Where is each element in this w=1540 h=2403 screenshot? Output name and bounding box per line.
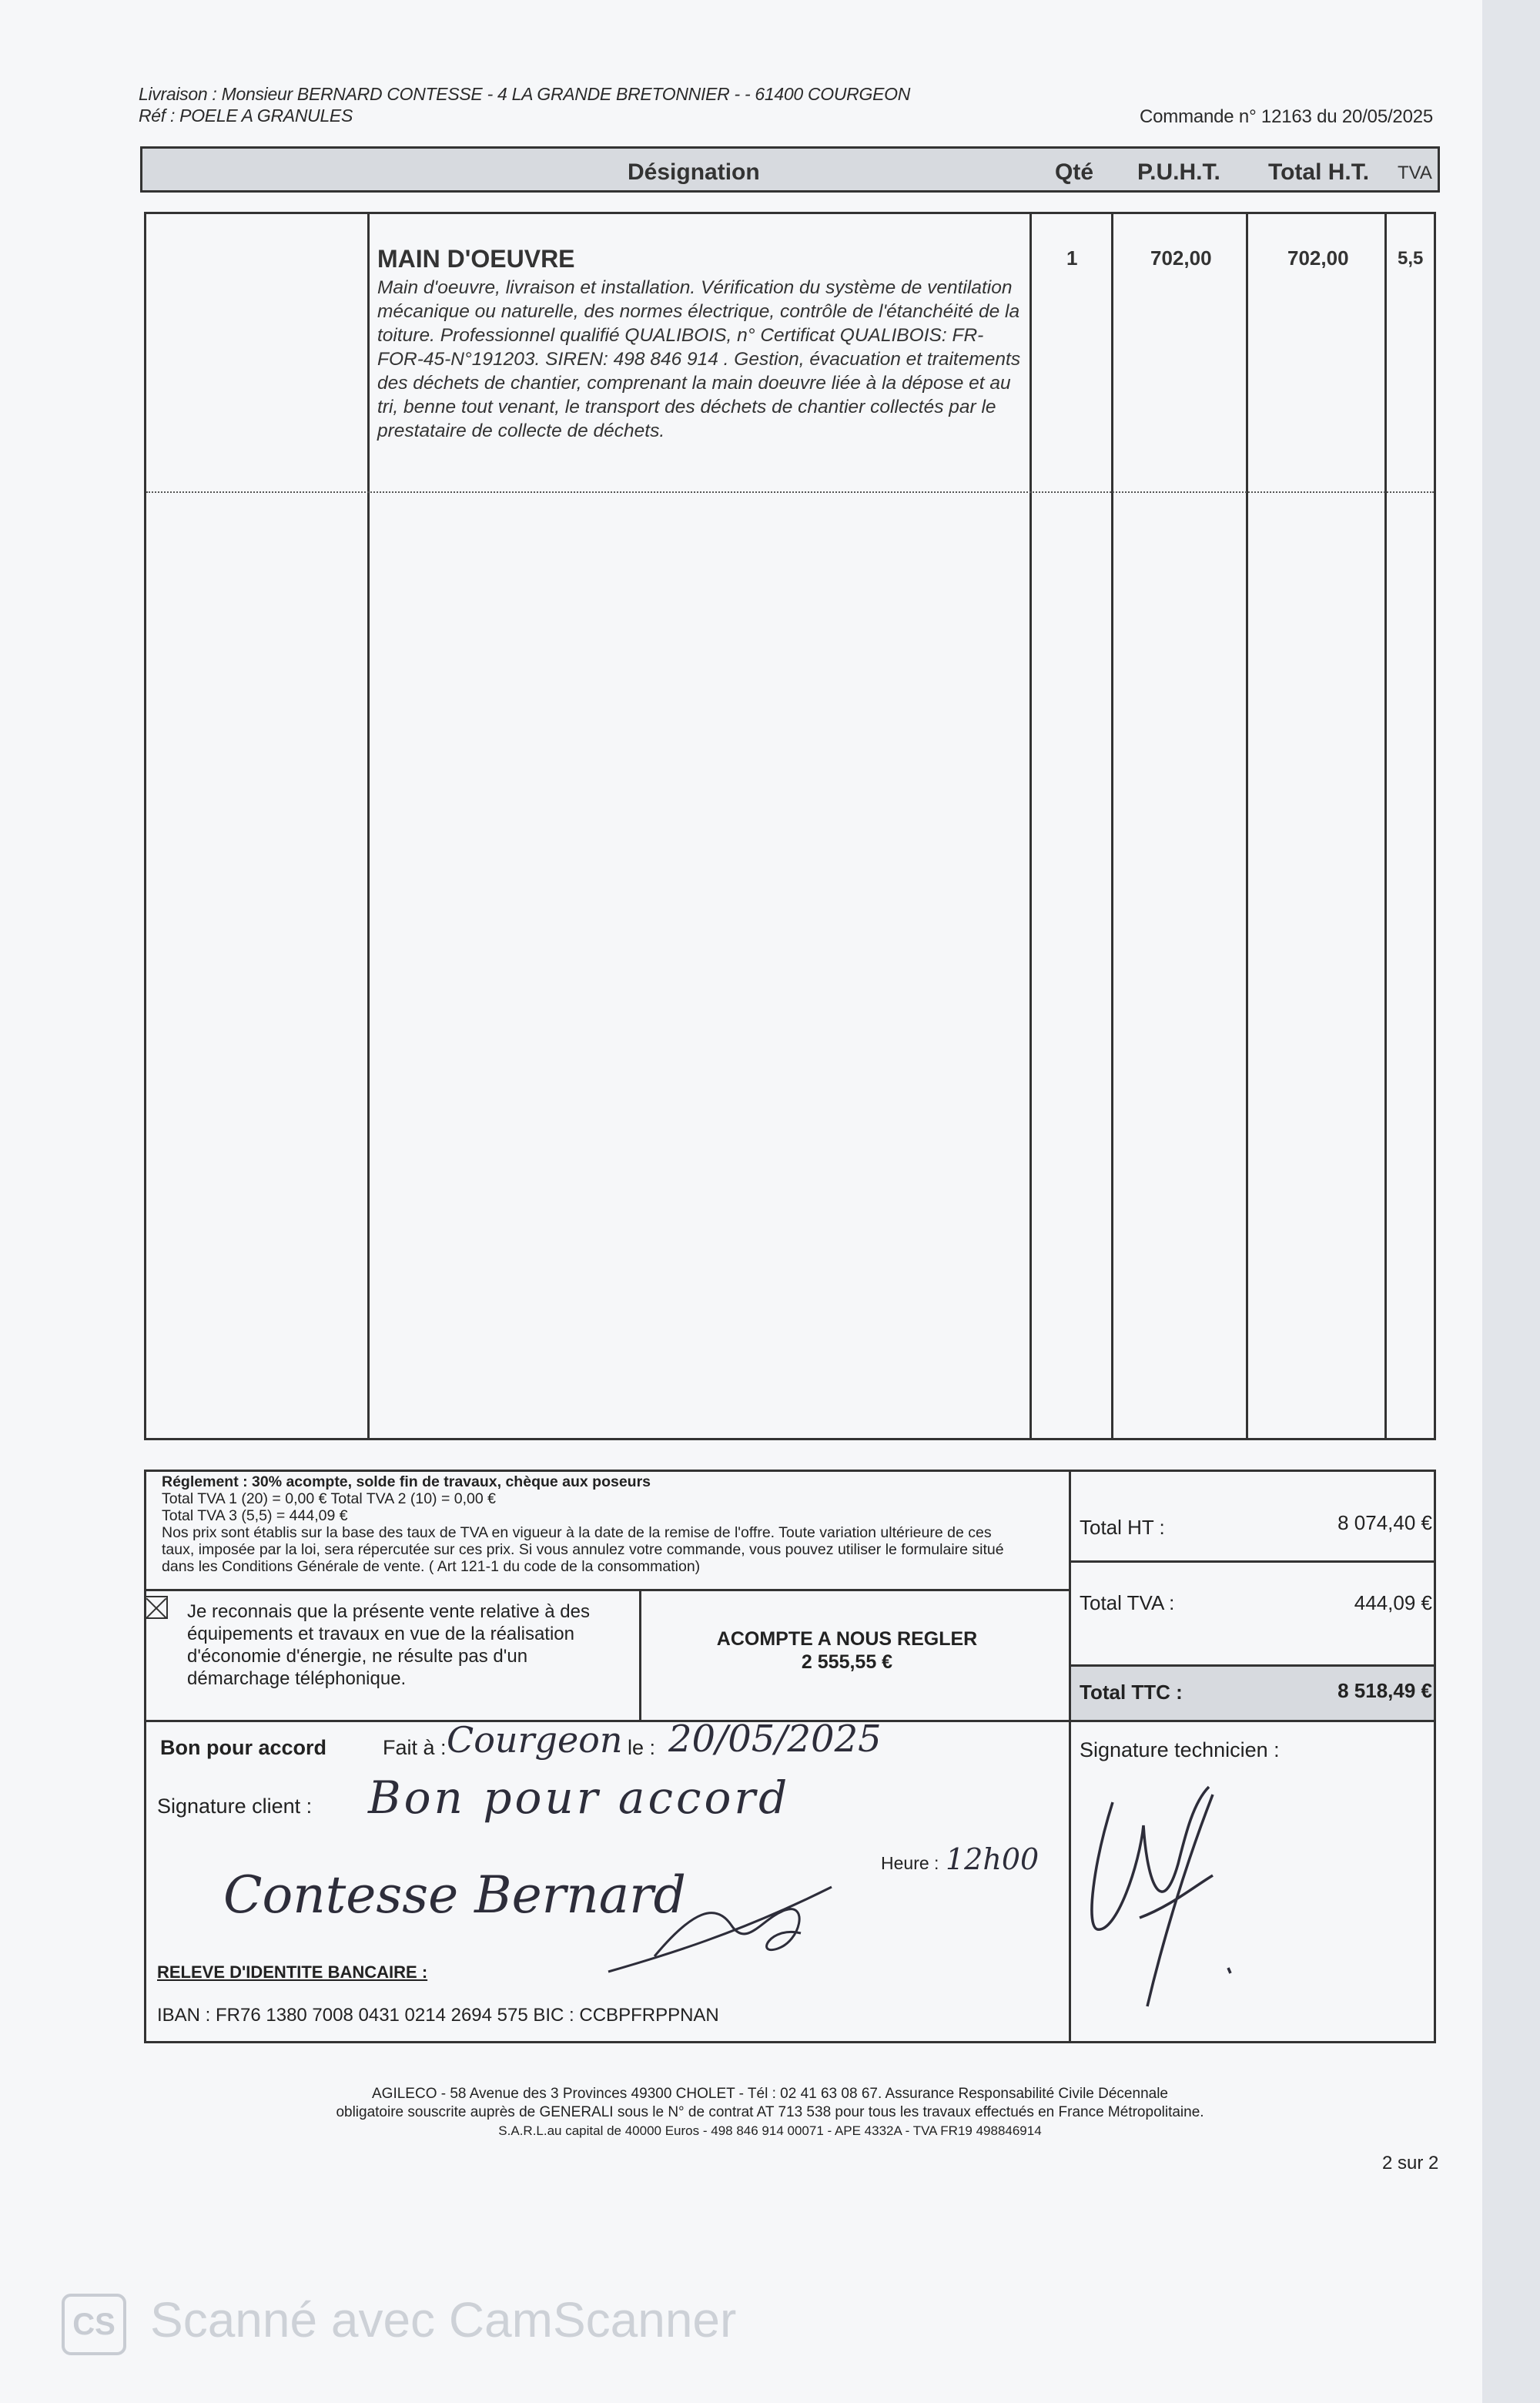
fait-a-label: Fait à : [383,1736,447,1759]
col-tva: TVA [1398,163,1432,183]
item-total-ht: 702,00 [1287,246,1349,270]
table-header [140,146,1440,193]
ref-line: Réf : POELE A GRANULES [139,106,353,126]
fait-a-handwritten: Courgeon [447,1719,623,1761]
tva-notice: Nos prix sont établis sur la base des taux de TVA en vigueur à la date de la remise de l'offre. Toute variation ultérieure de ces taux, imposée par la loi, sera répercutée sur ces prix. Si vous annulez votre commande, vous pouvez utiliser le formulaire situé dans les Conditions Générale de vente. ( Art 121-1 du code de la consommation) [162,1524,1004,1575]
item-qty: 1 [1066,246,1078,270]
bon-pour-accord: Bon pour accord [160,1736,327,1759]
delivery-line: Livraison : Monsieur BERNARD CONTESSE - 4 LA GRANDE BRETONNIER - - 61400 COURGEON [139,84,911,104]
tva-breakdown-1: Total TVA 1 (20) = 0,00 € Total TVA 2 (10) = 0,00 € [162,1490,496,1507]
item-unit-price: 702,00 [1150,246,1212,270]
declaration-checkbox[interactable] [145,1596,168,1619]
col-unit-price: P.U.H.T. [1137,159,1220,185]
iban-line: IBAN : FR76 1380 7008 0431 0214 2694 575 BIC : CCBPFRPPNAN [157,2005,719,2026]
delivery-info [139,83,910,126]
total-tva-label: Total TVA : [1080,1591,1175,1614]
acompte-label: ACOMPTE A NOUS REGLER [716,1628,978,1650]
date-handwritten: 20/05/2025 [668,1718,882,1761]
block-divider [1069,1472,1071,2041]
tva-breakdown-2: Total TVA 3 (5,5) = 444,09 € [162,1507,348,1524]
col-divider [1111,214,1113,1438]
technician-signature [1078,1771,1263,2018]
payment-terms [162,1473,1009,1575]
total-ttc-value: 8 518,49 € [1337,1679,1432,1702]
total-ttc-label: Total TTC : [1080,1681,1183,1704]
date-label: le : [628,1736,656,1759]
total-tva-value: 444,09 € [1354,1591,1432,1614]
item-tva: 5,5 [1398,248,1424,269]
acompte-box [639,1627,1055,1674]
company-footer [0,2085,1540,2140]
reglement-line: Réglement : 30% acompte, solde fin de travaux, chèque aux poseurs [162,1473,651,1490]
row-divider [146,491,1434,493]
declaration-text: Je reconnais que la présente vente relative à des équipements et travaux en vue de la réalisation d'économie d'énergie, ne résulte pas d'un démarchage téléphonique. [187,1601,590,1689]
item-description: Main d'oeuvre, livraison et installation. Vérification du système de ventilation mécanique ou naturelle, des normes électrique, contrôle de l'étanchéité de la toiture. Professionnel qualifié QUALIBOIS, n° Certificat QUALIBOIS: FR-FOR-45-N°191203. SIREN: 498 846 914 . Gestion, évacuation et traitements des déchets de chantier, comprenant la main doeuvre liée à la dépose et au tri, benne tout venant, le transport des déchets de chantier collectés par le prestataire de collecte de déchets. [377,277,1021,441]
total-ht-label: Total HT : [1080,1516,1165,1539]
footer-line-1: AGILECO - 58 Avenue des 3 Provinces 49300 CHOLET - Tél : 02 41 63 08 67. Assurance Responsabilité Civile Décennale [372,2086,1168,2102]
col-total-ht: Total H.T. [1268,159,1370,185]
acompte-value: 2 555,55 € [801,1651,893,1673]
client-handwritten-name: Contesse Bernard [223,1865,686,1925]
col-divider [1246,214,1248,1438]
col-divider [367,214,370,1438]
page-number: 2 sur 2 [1382,2153,1439,2173]
heure-handwritten: 12h00 [946,1842,1040,1876]
client-signature-scribble [601,1864,893,1987]
footer-line-3: S.A.R.L.au capital de 40000 Euros - 498 846 914 00071 - APE 4332A - TVA FR19 498846914 [498,2123,1042,2138]
total-ht-value: 8 074,40 € [1337,1511,1432,1534]
col-divider [1384,214,1387,1438]
order-number: Commande n° 12163 du 20/05/2025 [1140,106,1434,127]
block-divider [146,1589,1069,1591]
camscanner-logo-icon: CS [62,2294,126,2355]
col-qty: Qté [1055,159,1094,185]
bank-details-title: RELEVE D'IDENTITE BANCAIRE : [157,1962,428,1982]
technician-signature-label: Signature technicien : [1080,1738,1280,1761]
item-title: MAIN D'OEUVRE [377,245,575,273]
client-signature-label: Signature client : [157,1795,313,1818]
client-handwritten-agreement: Bon pour accord [368,1771,791,1824]
heure-label: Heure : [881,1853,939,1873]
col-designation: Désignation [628,159,760,185]
camscanner-watermark: Scanné avec CamScanner [150,2292,737,2348]
footer-line-2: obligatoire souscrite auprès de GENERALI sous le N° de contrat AT 713 538 pour tous les travaux effectués en France Métropolitaine. [336,2104,1204,2120]
col-divider [1029,214,1032,1438]
block-divider [1069,1560,1434,1563]
scan-background-edge [1482,0,1540,2403]
